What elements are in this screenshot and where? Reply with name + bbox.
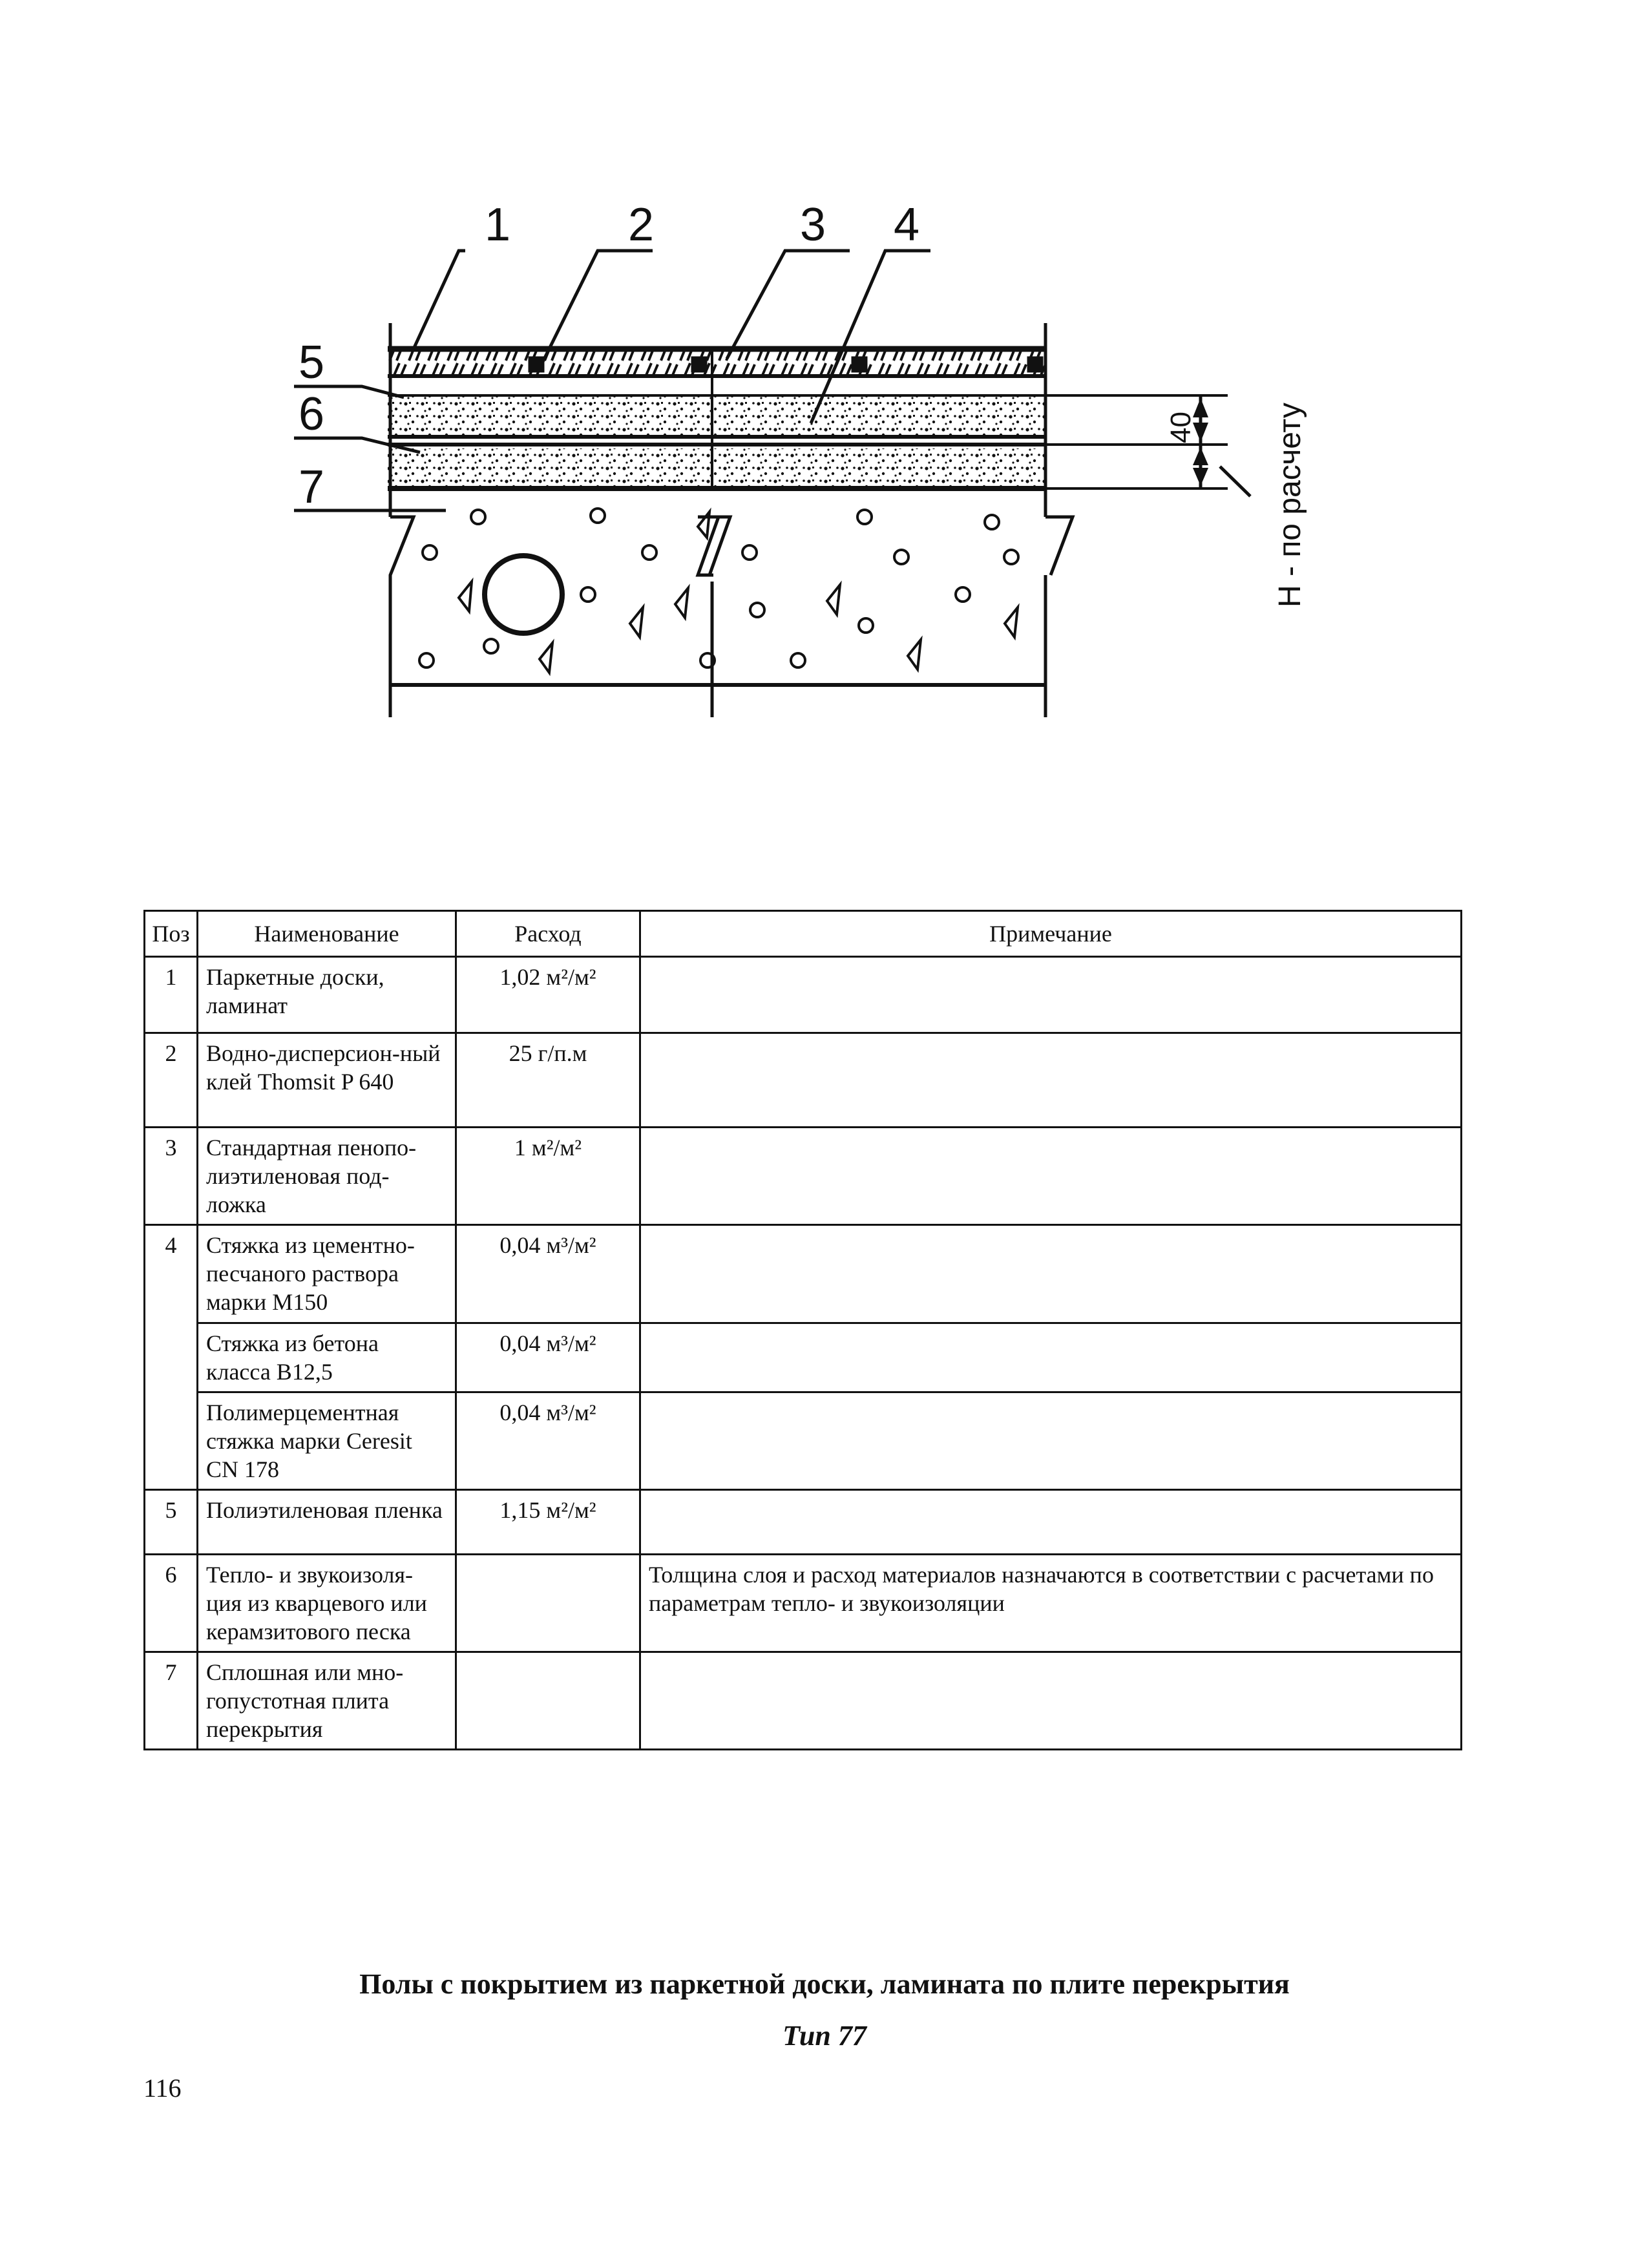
- row-name: Сплошная или мно-гопустотная плита перекрытия: [198, 1652, 456, 1750]
- table-row: [145, 1225, 1462, 1323]
- table-row: [145, 1490, 1462, 1555]
- row-name: Водно-дисперсион-ный клей Thomsit P 640: [198, 1033, 456, 1128]
- header-pos: Поз: [145, 911, 198, 957]
- callout-2: 2: [628, 199, 655, 251]
- callout-5: 5: [299, 337, 325, 388]
- page-number: 116: [143, 2074, 182, 2103]
- header-note: Примечание: [640, 911, 1462, 957]
- row-pos: 5: [145, 1490, 198, 1555]
- row-note: [640, 1323, 1462, 1392]
- row-rate: 1,15 м²/м²: [456, 1490, 640, 1555]
- callout-6: 6: [299, 388, 325, 440]
- row-pos: [145, 1392, 198, 1490]
- dimension-lines: [1047, 395, 1228, 488]
- floor-section-drawing: [0, 0, 1649, 775]
- row-name: Полимерцементная стяжка марки Ceresit CN 178: [198, 1392, 456, 1490]
- callout-3: 3: [800, 199, 826, 251]
- dimension-label: 40: [1165, 412, 1197, 443]
- row-rate: 25 г/п.м: [456, 1033, 640, 1128]
- row-note: [640, 1033, 1462, 1128]
- row-note: [640, 1490, 1462, 1555]
- row-name: Тепло- и звукоизоля-ция из кварцевого или керамзитового песка: [198, 1555, 456, 1652]
- row-name: Паркетные доски, ламинат: [198, 957, 456, 1033]
- row-name: Полиэтиленовая пленка: [198, 1490, 456, 1555]
- header-rate: Расход: [456, 911, 640, 957]
- callout-1: 1: [485, 199, 511, 251]
- row-note: [640, 1225, 1462, 1323]
- row-pos: 7: [145, 1652, 198, 1750]
- materials-table: [143, 910, 1462, 1750]
- row-pos: 2: [145, 1033, 198, 1128]
- callout-4: 4: [894, 199, 920, 251]
- row-pos: 3: [145, 1128, 198, 1225]
- table-header-row: [145, 911, 1462, 957]
- page-title: Полы с покрытием из паркетной доски, ламината по плите перекрытия: [359, 1968, 1290, 2000]
- row-note: Толщина слоя и расход материалов назначаются в соответствии с расчетами по параметрам тепло- и звукоизоляции: [640, 1555, 1462, 1652]
- row-pos: 6: [145, 1555, 198, 1652]
- row-name: Стяжка из цементно-песчаного раствора марки М150: [198, 1225, 456, 1323]
- row-pos: 1: [145, 957, 198, 1033]
- row-name: Стандартная пенопо-лиэтиленовая под-ложка: [198, 1128, 456, 1225]
- row-name: Стяжка из бетона класса В12,5: [198, 1323, 456, 1392]
- row-pos: [145, 1323, 198, 1392]
- row-rate: 0,04 м³/м²: [456, 1225, 640, 1323]
- slab-void: [485, 556, 562, 633]
- side-note: Н - по расчету: [1273, 403, 1307, 607]
- table-row: [145, 1652, 1462, 1750]
- row-rate: 0,04 м³/м²: [456, 1323, 640, 1392]
- row-note: [640, 1652, 1462, 1750]
- row-rate: [456, 1555, 640, 1652]
- row-pos: 4: [145, 1225, 198, 1323]
- header-name: Наименование: [198, 911, 456, 957]
- row-note: [640, 1392, 1462, 1490]
- table-row: [145, 957, 1462, 1033]
- row-rate: 1,02 м²/м²: [456, 957, 640, 1033]
- row-rate: [456, 1652, 640, 1750]
- callout-7: 7: [299, 461, 325, 513]
- row-note: [640, 1128, 1462, 1225]
- table-row: [145, 1323, 1462, 1392]
- row-rate: 0,04 м³/м²: [456, 1392, 640, 1490]
- row-rate: 1 м²/м²: [456, 1128, 640, 1225]
- table-row: [145, 1033, 1462, 1128]
- type-label: Тип 77: [782, 2020, 867, 2052]
- row-note: [640, 957, 1462, 1033]
- slab-aggregate: [419, 509, 1018, 673]
- table-row: [145, 1555, 1462, 1652]
- table-row: [145, 1128, 1462, 1225]
- layer-stack: [388, 323, 1047, 517]
- table-row: [145, 1392, 1462, 1490]
